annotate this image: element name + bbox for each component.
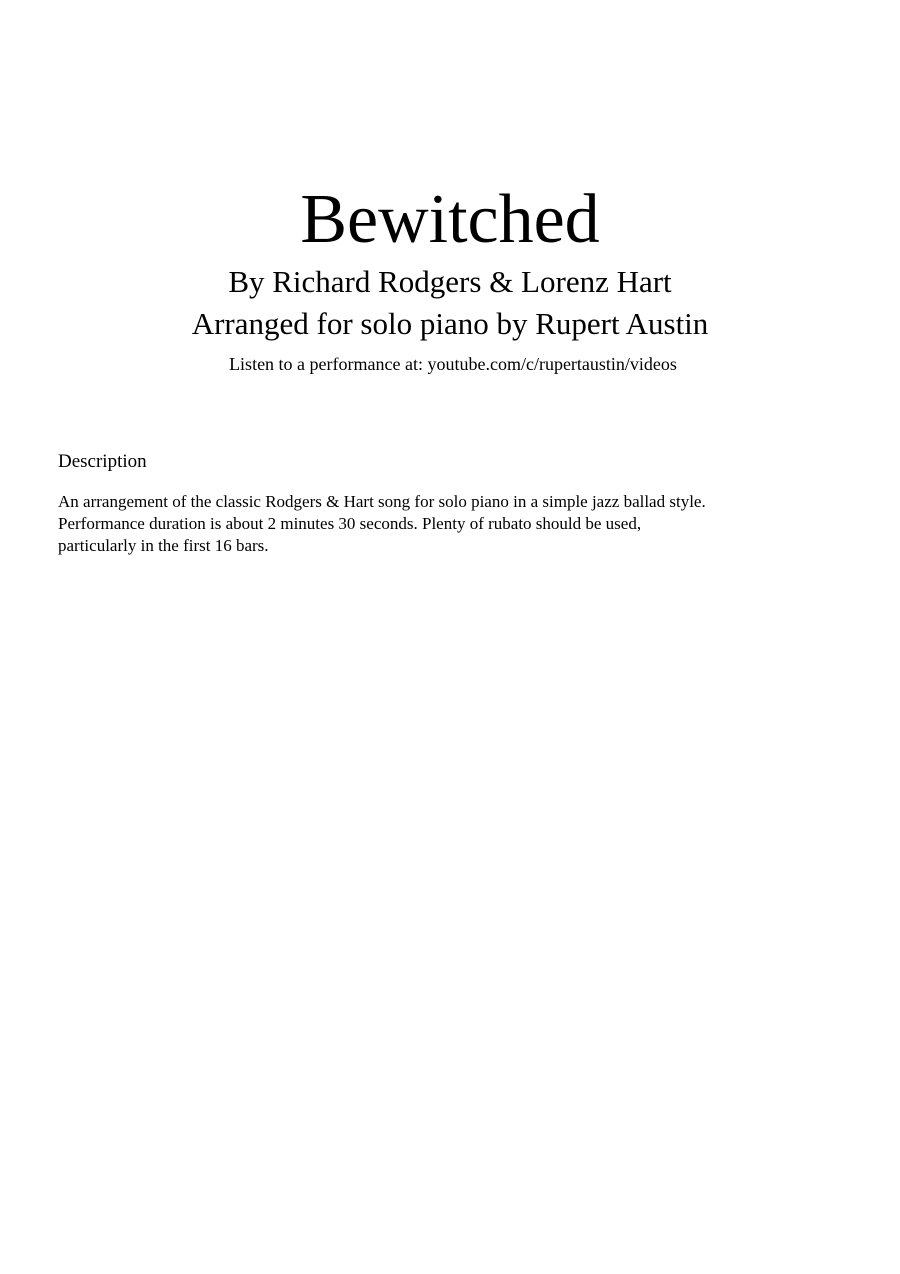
description-line: Performance duration is about 2 minutes 30 seconds. Plenty of rubato should be used,: [58, 514, 642, 533]
performance-link-text: Listen to a performance at: youtube.com/c/rupertaustin/videos: [229, 354, 677, 374]
description-line: particularly in the first 16 bars.: [58, 536, 269, 555]
description-text: [58, 491, 848, 557]
page-title: Bewitched: [300, 181, 600, 258]
composer-byline: By Richard Rodgers & Lorenz Hart: [228, 264, 672, 299]
description-line: An arrangement of the classic Rodgers & Hart song for solo piano in a simple jazz ballad style.: [58, 492, 706, 511]
arranger-credit: Arranged for solo piano by Rupert Austin: [191, 306, 709, 341]
description-heading: Description: [58, 451, 147, 472]
